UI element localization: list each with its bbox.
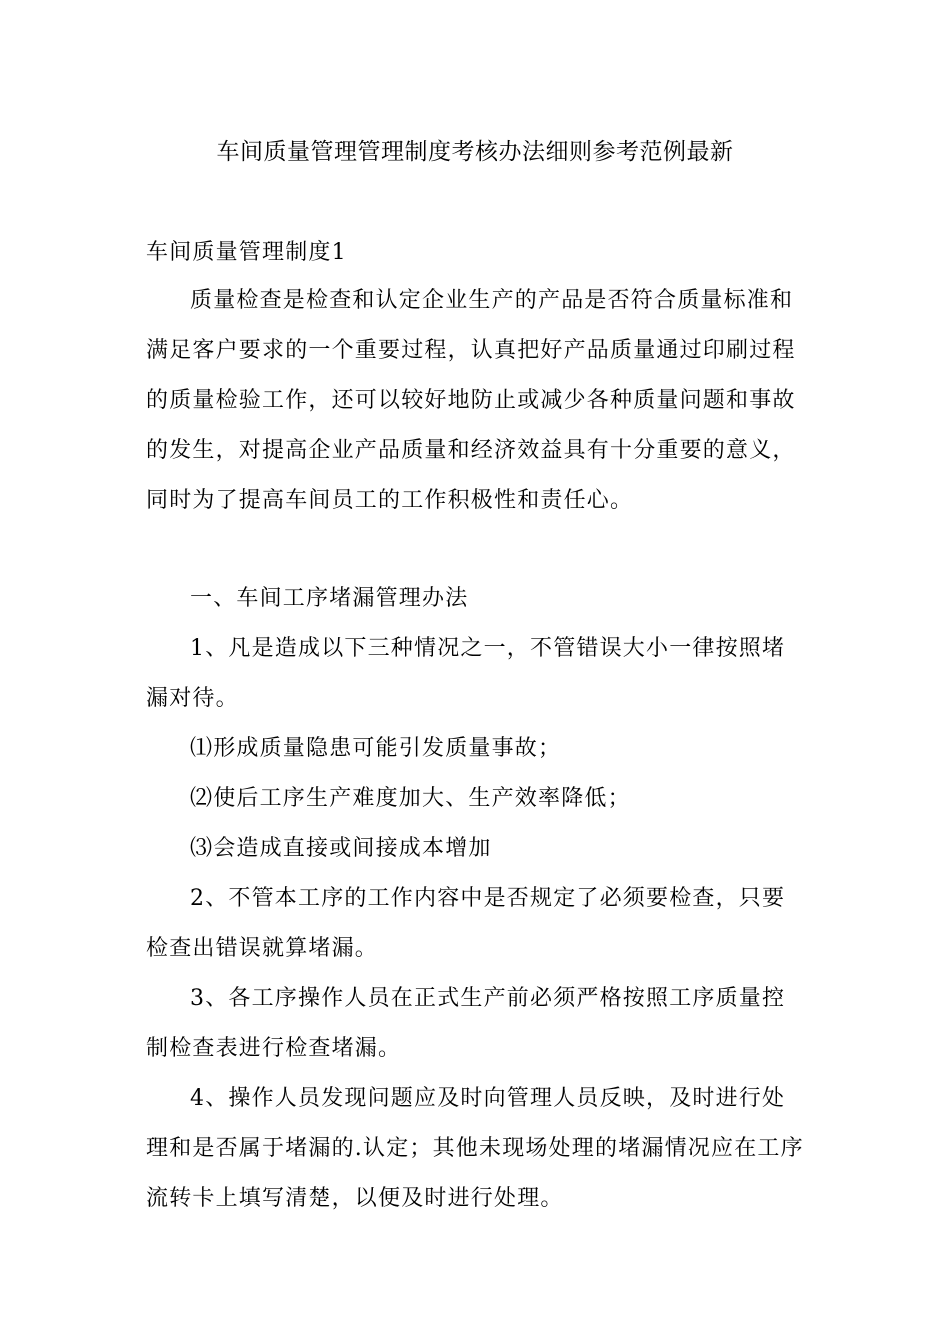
intro-paragraph: 质量检查是检查和认定企业生产的产品是否符合质量标准和满足客户要求的一个重要过程，认真把好产品质量通过印刷过程的质量检验工作，还可以较好地防止或减少各种质量问题和事故的发生，对提高企业产品质量和经济效益具有十分重要的意义，同时为了提高车间员工的工作积极性和责任心。 xyxy=(146,288,796,513)
list-item: ⑴形成质量隐患可能引发质量事故； xyxy=(190,736,562,761)
list-item: ⑶会造成直接或间接成本增加 xyxy=(190,836,492,861)
list-item: 2、不管本工序的工作内容中是否规定了必须要检查，只要检查出错误就算堵漏。 xyxy=(146,886,786,961)
subsection-heading: 一、车间工序堵漏管理办法 xyxy=(190,586,469,611)
section-heading: 车间质量管理制度1 xyxy=(146,240,347,265)
list-item: 4、操作人员发现问题应及时向管理人员反映，及时进行处理和是否属于堵漏的.认定；其他未现场处理的堵漏情况应在工序流转卡上填写清楚，以便及时进行处理。 xyxy=(146,1086,804,1211)
list-item: ⑵使后工序生产难度加大、生产效率降低； xyxy=(190,786,631,811)
list-item: 3、各工序操作人员在正式生产前必须严格按照工序质量控制检查表进行检查堵漏。 xyxy=(146,986,786,1061)
document-title: 车间质量管理管理制度考核办法细则参考范例最新 xyxy=(216,139,734,165)
procedure-block xyxy=(146,574,808,1224)
intro-block xyxy=(146,276,808,526)
list-item: 1、凡是造成以下三种情况之一，不管错误大小一律按照堵漏对待。 xyxy=(146,636,786,711)
